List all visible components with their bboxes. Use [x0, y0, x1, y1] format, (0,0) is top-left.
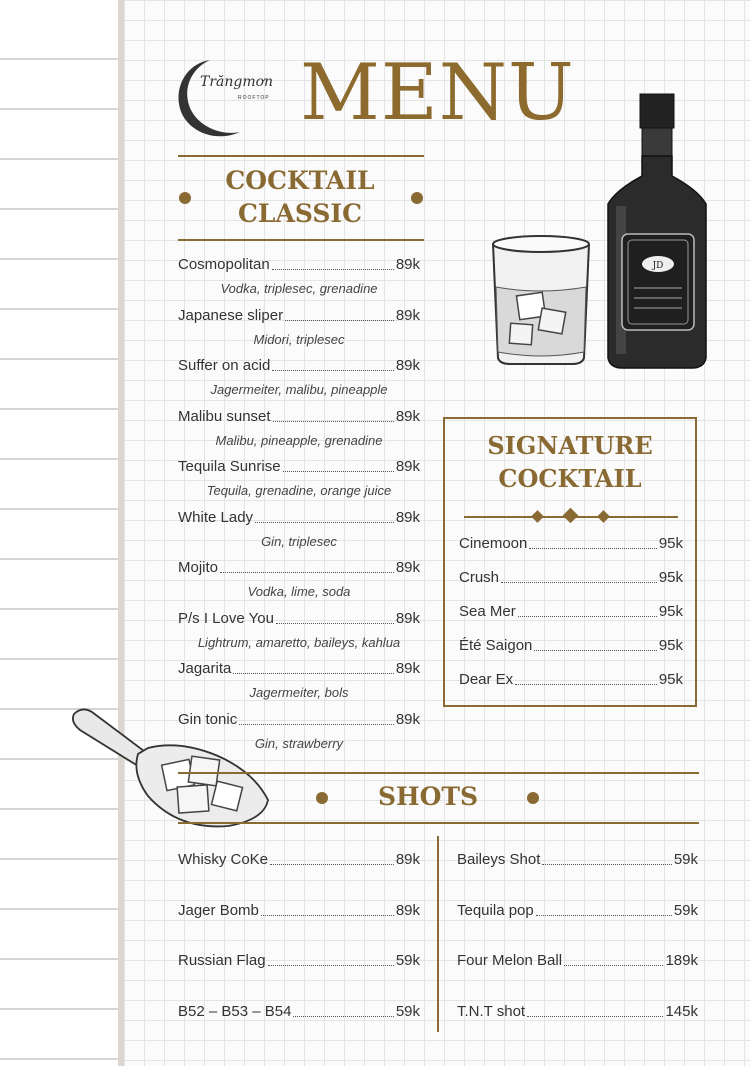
classic-left-dot [179, 192, 191, 204]
signature-title-line2: COCKTAIL [498, 464, 642, 493]
item-name: Dear Ex [459, 671, 514, 688]
item-price: 89k [395, 357, 420, 374]
item-name: Baileys Shot [457, 851, 541, 868]
item-name: Été Saigon [459, 637, 533, 654]
whisky-bottle-icon [602, 92, 712, 370]
item-price: 189k [665, 952, 698, 969]
dotted-leader [293, 1015, 393, 1017]
classic-top-rule [178, 155, 424, 157]
dotted-leader [261, 914, 394, 916]
menu-item [457, 952, 698, 969]
item-name: Gin tonic [178, 710, 238, 728]
shots-right-dot [527, 792, 539, 804]
shots-section-title: SHOTS [377, 782, 479, 811]
menu-item [459, 671, 683, 688]
item-description: Lightrum, amaretto, baileys, kahlua [197, 634, 401, 650]
item-price: 95k [658, 603, 683, 620]
dotted-leader [529, 547, 656, 549]
item-name: Malibu sunset [178, 407, 271, 425]
item-price: 89k [395, 901, 420, 919]
item-price: 59k [673, 901, 698, 919]
dotted-leader [272, 369, 394, 371]
item-price: 89k [395, 609, 420, 627]
ice-scoop-icon [68, 704, 280, 834]
item-description: Jagermeiter, malibu, pineapple [210, 382, 388, 397]
dotted-leader [536, 914, 672, 916]
shots-bottom-rule [178, 822, 699, 824]
item-description: Gin, triplesec [261, 533, 337, 549]
shots-left-dot [316, 792, 328, 804]
dotted-leader [515, 683, 657, 685]
item-price: 89k [395, 458, 420, 475]
menu-item [457, 902, 698, 919]
item-name: Whisky CoKe [178, 851, 269, 868]
item-name: Four Melon Ball [457, 952, 563, 969]
dotted-leader [527, 1015, 663, 1017]
logo-text: Trăngmơn [200, 74, 274, 90]
item-name: Jagarita [178, 660, 232, 677]
item-name: Russian Flag [178, 952, 266, 969]
item-price: 89k [395, 407, 420, 425]
dotted-leader [220, 571, 394, 573]
dotted-leader [272, 268, 394, 270]
item-description: Vodka, lime, soda [247, 584, 351, 599]
item-description: Midori, triplesec [253, 331, 345, 347]
menu-title: MENU [300, 48, 575, 138]
item-name: Japanese sliper [178, 306, 284, 324]
signature-section-title [470, 429, 670, 495]
menu-item [178, 1003, 420, 1020]
dotted-leader [233, 672, 393, 674]
item-price: 89k [395, 851, 420, 868]
item-name: White Lady [178, 508, 254, 526]
menu-item [457, 851, 698, 868]
item-name: Tequila Sunrise [178, 458, 281, 475]
item-name: Tequila pop [457, 901, 534, 919]
menu-item [457, 1003, 698, 1020]
menu-item [178, 952, 420, 969]
dotted-leader [276, 622, 394, 624]
dotted-leader [564, 964, 663, 966]
item-price: 59k [673, 851, 698, 868]
item-price: 89k [395, 256, 420, 273]
dotted-leader [270, 863, 394, 865]
menu-item [178, 851, 420, 868]
item-price: 59k [395, 952, 420, 969]
classic-title-line2: CLASSIC [237, 199, 363, 228]
item-price: 89k [395, 508, 420, 526]
menu-item [178, 559, 420, 576]
item-name: P/s I Love You [178, 609, 274, 627]
signature-title-line1: SIGNATURE [487, 431, 653, 460]
bottle-label-text: JD [652, 261, 664, 271]
menu-item [178, 660, 420, 677]
item-description: Gin, strawberry [254, 735, 344, 751]
menu-item [459, 637, 683, 654]
item-name: Sea Mer [459, 603, 516, 620]
item-name: B52 – B53 – B54 [178, 1002, 292, 1020]
menu-item [178, 307, 420, 324]
item-price: 59k [395, 1002, 420, 1020]
item-price: 95k [658, 637, 683, 654]
dotted-leader [268, 964, 394, 966]
item-name: Jager Bomb [178, 901, 259, 919]
menu-item [459, 603, 683, 620]
item-price: 95k [658, 569, 683, 586]
item-price: 145k [665, 1002, 698, 1020]
item-name: Mojito [178, 559, 219, 576]
classic-title-line1: COCKTAIL [225, 166, 375, 195]
item-name: Cinemoon [459, 535, 528, 552]
dotted-leader [501, 581, 657, 583]
item-name: T.N.T shot [457, 1002, 526, 1020]
item-description: Tequila, grenadine, orange juice [206, 483, 392, 498]
item-price: 89k [395, 559, 420, 576]
dotted-leader [255, 521, 394, 523]
item-price: 89k [395, 306, 420, 324]
menu-item [178, 509, 420, 526]
menu-item [178, 357, 420, 374]
dotted-leader [534, 649, 656, 651]
classic-bottom-rule [178, 239, 424, 241]
menu-item [178, 408, 420, 425]
menu-item [178, 610, 420, 627]
item-price: 89k [395, 660, 420, 677]
menu-item [459, 569, 683, 586]
classic-section-title [200, 164, 400, 230]
classic-right-dot [411, 192, 423, 204]
whisky-glass-icon [488, 232, 594, 366]
item-name: Crush [459, 569, 500, 586]
dotted-leader [285, 319, 394, 321]
menu-item [178, 458, 420, 475]
menu-item [178, 902, 420, 919]
shots-top-rule [178, 772, 699, 774]
item-price: 95k [658, 671, 683, 688]
item-name: Cosmopolitan [178, 256, 270, 273]
menu-item [459, 535, 683, 552]
logo-subtext: ROOFTOP [238, 95, 270, 101]
dotted-leader [518, 615, 657, 617]
item-description: Jagermeiter, bols [249, 685, 349, 700]
item-description: Malibu, pineapple, grenadine [215, 432, 383, 448]
binder-lines [0, 0, 118, 1066]
dotted-leader [542, 863, 671, 865]
menu-item [178, 256, 420, 273]
item-price: 95k [658, 535, 683, 552]
dotted-leader [283, 470, 394, 472]
item-name: Suffer on acid [178, 357, 271, 374]
item-price: 89k [395, 710, 420, 728]
shots-column-divider [437, 836, 439, 1032]
dotted-leader [273, 420, 394, 422]
item-description: Vodka, triplesec, grenadine [220, 281, 378, 296]
